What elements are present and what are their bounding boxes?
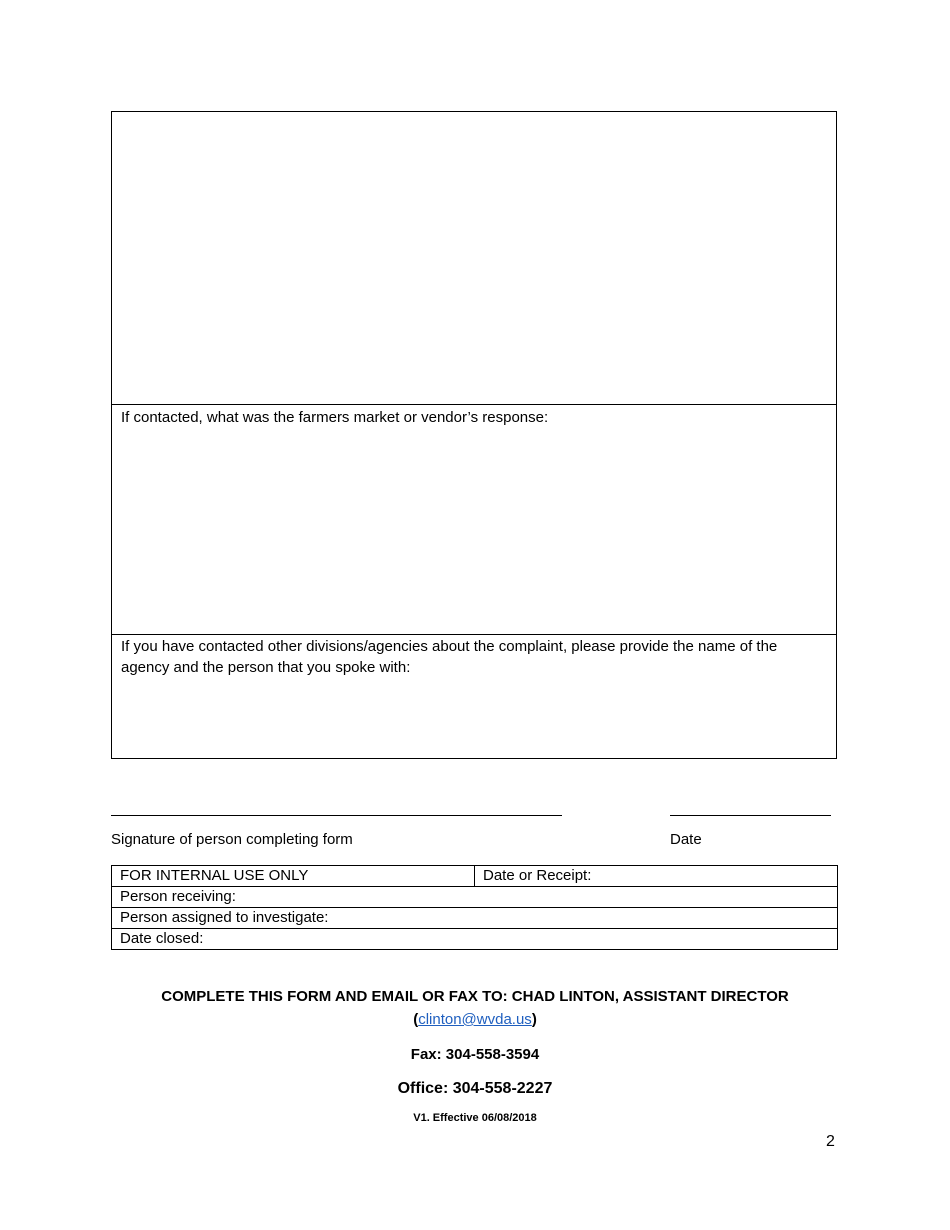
other-agencies-label: If you have contacted other divisions/agencies about the complaint, please provide the name of the agency and the person that you spoke with: — [121, 638, 778, 676]
paren-open: ( — [413, 1011, 419, 1028]
table-row — [112, 908, 838, 929]
office-number: Office: 304-558-2227 — [397, 1080, 553, 1097]
date-line[interactable] — [670, 815, 831, 816]
person-assigned-field[interactable]: Person assigned to investigate: — [112, 908, 838, 929]
date-closed-field[interactable]: Date closed: — [112, 929, 838, 950]
complaint-details-box — [111, 111, 837, 759]
table-row — [112, 866, 838, 887]
table-row — [112, 887, 838, 908]
page-number: 2 — [826, 1133, 835, 1150]
signature-line[interactable] — [111, 815, 562, 816]
internal-use-table — [111, 865, 838, 950]
date-label: Date — [670, 831, 702, 848]
section-divider-1 — [112, 404, 836, 405]
paren-close: ) — [531, 1011, 537, 1028]
submission-instruction: COMPLETE THIS FORM AND EMAIL OR FAX TO: CHAD LINTON, ASSISTANT DIRECTOR — [161, 988, 789, 1005]
signature-label: Signature of person completing form — [111, 831, 353, 848]
email-link[interactable]: clinton@wvda.us — [418, 1011, 532, 1028]
fax-number: Fax: 304-558-3594 — [410, 1046, 540, 1063]
person-receiving-field[interactable]: Person receiving: — [112, 887, 838, 908]
vendor-response-label: If contacted, what was the farmers market or vendor’s response: — [121, 409, 549, 426]
table-row — [112, 929, 838, 950]
internal-use-header: FOR INTERNAL USE ONLY — [112, 866, 475, 887]
version-note: V1. Effective 06/08/2018 — [413, 1112, 537, 1124]
date-of-receipt-field[interactable]: Date or Receipt: — [475, 866, 838, 887]
email-line — [0, 1011, 950, 1028]
section-divider-2 — [112, 634, 836, 635]
